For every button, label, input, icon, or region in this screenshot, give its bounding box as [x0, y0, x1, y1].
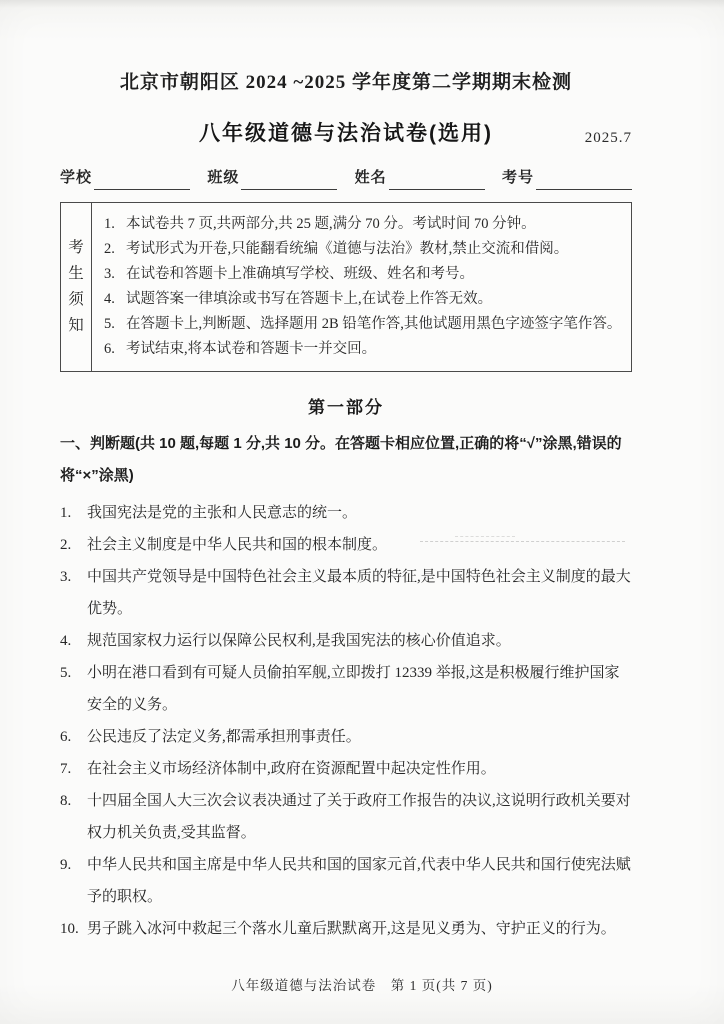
question-list — [60, 497, 632, 945]
field-blank-line — [241, 169, 337, 190]
notice-items — [92, 203, 631, 371]
fill-in-field — [207, 166, 337, 190]
question-text: 中华人民共和国主席是中华人民共和国的国家元首,代表中华人民共和国行使宪法赋予的职权。 — [87, 857, 631, 905]
notice-item — [104, 287, 623, 312]
exam-date: 2025.7 — [584, 130, 632, 146]
question-text: 十四届全国人大三次会议表决通过了关于政府工作报告的决议,这说明行政机关要对权力机关负责,受其监督。 — [87, 793, 631, 841]
field-label: 学校 — [60, 170, 93, 186]
notice-item-text: 本试卷共 7 页,共两部分,共 25 题,满分 70 分。考试时间 70 分钟。 — [126, 216, 536, 232]
fill-in-field — [355, 166, 485, 190]
notice-item-text: 在试卷和答题卡上准确填写学校、班级、姓名和考号。 — [126, 266, 474, 282]
question-number: 6. — [60, 729, 72, 745]
page-footer: 八年级道德与法治试卷 第 1 页(共 7 页) — [231, 978, 493, 993]
fill-in-field — [60, 166, 190, 190]
notice-item — [104, 212, 623, 237]
notice-item-number: 3. — [104, 266, 115, 282]
notice-item — [104, 312, 623, 337]
notice-item-number: 2. — [104, 241, 115, 257]
question-row — [60, 721, 632, 753]
notice-item — [104, 337, 623, 362]
field-blank-line — [389, 169, 485, 190]
question-row — [60, 849, 632, 913]
candidate-notice-box — [60, 202, 632, 372]
question-text: 中国共产党领导是中国特色社会主义最本质的特征,是中国特色社会主义制度的最大优势。 — [87, 569, 631, 617]
question-text: 我国宪法是党的主张和人民意志的统一。 — [87, 505, 358, 521]
notice-item — [104, 237, 623, 262]
notice-side-column — [61, 203, 92, 371]
notice-item-text: 试题答案一律填涂或书写在答题卡上,在试卷上作答无效。 — [126, 291, 493, 307]
student-info-fields — [60, 166, 632, 190]
question-row — [60, 625, 632, 657]
question-number: 2. — [60, 537, 72, 553]
question-number: 7. — [60, 761, 72, 777]
question-text: 在社会主义市场经济体制中,政府在资源配置中起决定性作用。 — [87, 761, 496, 777]
question-row — [60, 753, 632, 785]
scan-bleed-artifact — [455, 536, 515, 537]
question-row — [60, 657, 632, 721]
notice-side-label: 考生须知 — [68, 239, 84, 334]
true-false-section-intro: 一、判断题(共 10 题,每题 1 分,共 10 分。在答题卡相应位置,正确的将“√”涂黑,错误的将“×”涂黑) — [60, 435, 622, 484]
question-number: 1. — [60, 505, 72, 521]
paper-title: 八年级道德与法治试卷(选用) — [199, 122, 493, 145]
field-blank-line — [94, 169, 190, 190]
question-number: 3. — [60, 569, 72, 585]
field-label: 班级 — [207, 170, 240, 186]
question-number: 8. — [60, 793, 72, 809]
exam-header-title: 北京市朝阳区 2024 ~2025 学年度第二学期期末检测 — [119, 72, 573, 93]
question-number: 9. — [60, 857, 72, 873]
fill-in-field — [502, 166, 632, 190]
question-number: 10. — [60, 921, 79, 937]
question-text: 社会主义制度是中华人民共和国的根本制度。 — [87, 537, 388, 553]
notice-item-number: 5. — [104, 316, 115, 332]
question-text: 男子跳入冰河中救起三个落水儿童后默默离开,这是见义勇为、守护正义的行为。 — [87, 921, 616, 937]
part-one-heading: 第一部分 — [308, 398, 384, 417]
field-label: 姓名 — [354, 170, 387, 186]
notice-item — [104, 262, 623, 287]
field-label: 考号 — [501, 170, 534, 186]
question-row — [60, 785, 632, 849]
title-row — [60, 118, 632, 150]
notice-item-text: 考试结束,将本试卷和答题卡一并交回。 — [126, 341, 377, 357]
question-row — [60, 497, 632, 529]
notice-item-number: 4. — [104, 291, 115, 307]
question-row — [60, 529, 632, 561]
field-blank-line — [536, 169, 632, 190]
question-text: 小明在港口看到有可疑人员偷拍军舰,立即拨打 12339 举报,这是积极履行维护国家安全的义务。 — [87, 665, 620, 713]
question-row — [60, 913, 632, 945]
question-number: 5. — [60, 665, 72, 681]
page-content — [60, 0, 632, 945]
question-number: 4. — [60, 633, 72, 649]
notice-item-text: 在答题卡上,判断题、选择题用 2B 铅笔作答,其他试题用黑色字迹签字笔作答。 — [126, 316, 622, 332]
question-text: 规范国家权力运行以保障公民权利,是我国宪法的核心价值追求。 — [87, 633, 511, 649]
question-row — [60, 561, 632, 625]
question-text: 公民违反了法定义务,都需承担刑事责任。 — [87, 729, 361, 745]
notice-item-number: 1. — [104, 216, 115, 232]
notice-item-text: 考试形式为开卷,只能翻看统编《道德与法治》教材,禁止交流和借阅。 — [126, 241, 569, 257]
scan-bleed-artifact — [420, 541, 625, 542]
notice-item-number: 6. — [104, 341, 115, 357]
